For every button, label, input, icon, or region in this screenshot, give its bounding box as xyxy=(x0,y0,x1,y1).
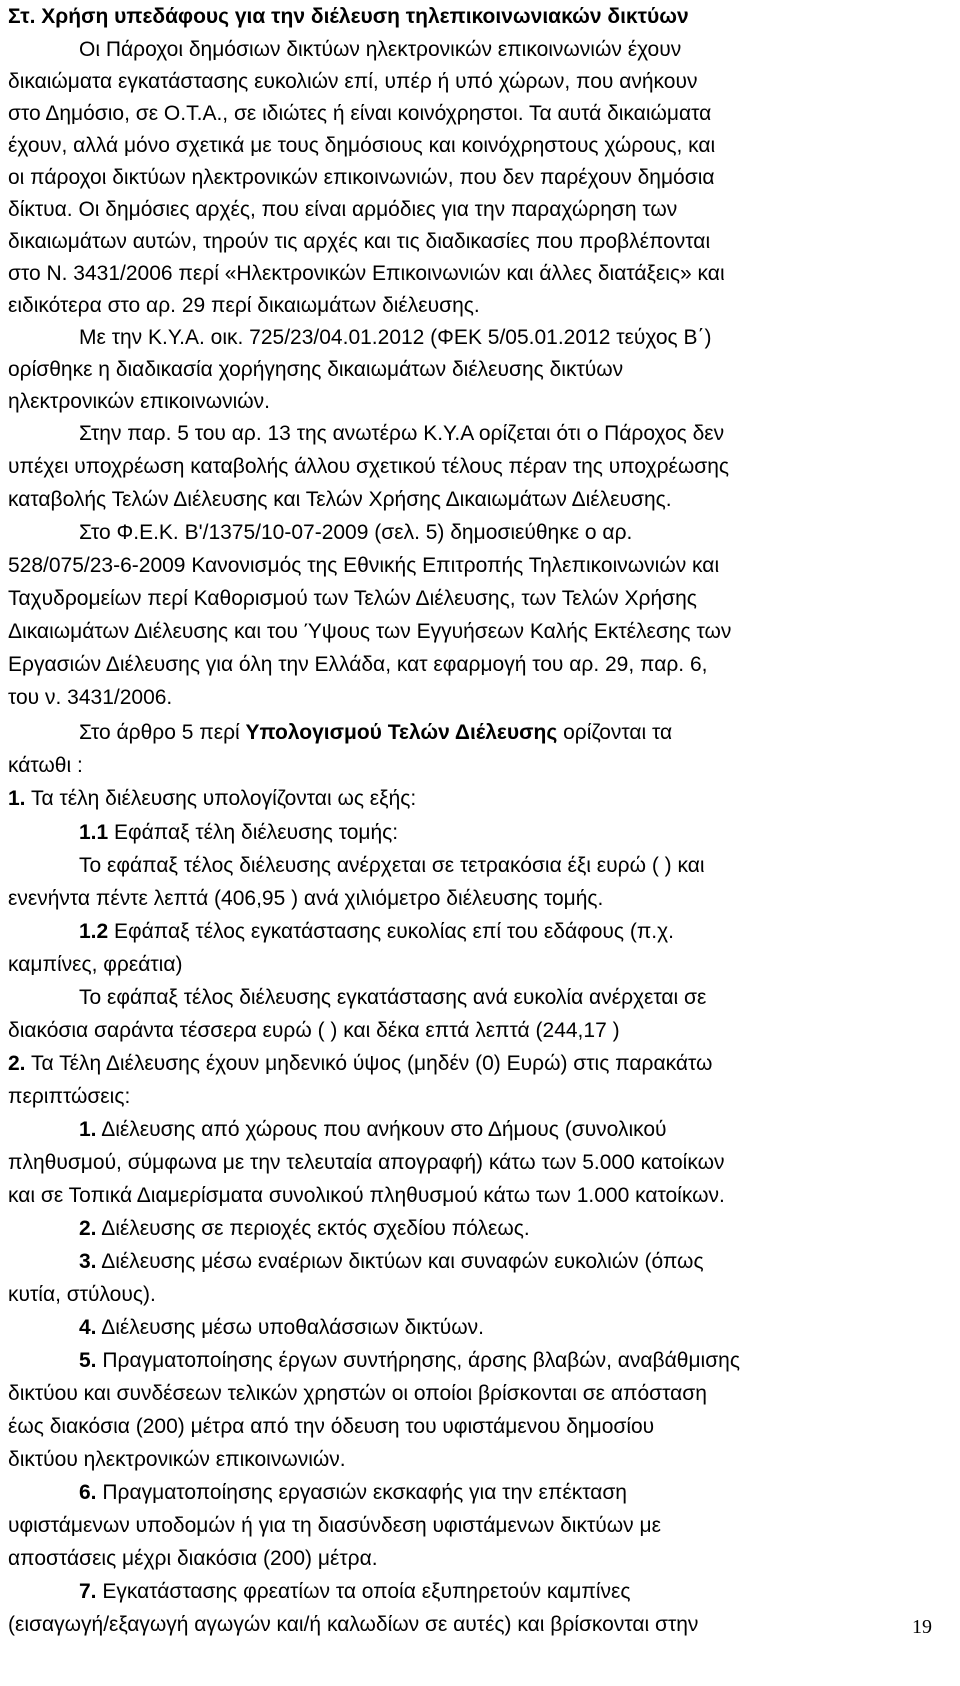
paragraph-line: έχουν, αλλά μόνο σχετικά με τους δημόσιους και κοινόχρηστους χώρους, και xyxy=(8,134,716,157)
paragraph-line: δικτύου ηλεκτρονικών επικοινωνιών. xyxy=(8,1448,346,1471)
list-item: 6. Πραγματοποίησης εργασιών εκσκαφής για την επέκταση xyxy=(79,1481,627,1504)
paragraph-line: υφιστάμενων υποδομών ή για τη διασύνδεση υφιστάμενων δικτύων με xyxy=(8,1514,661,1537)
paragraph-line: (εισαγωγή/εξαγωγή αγωγών και/ή καλωδίων σε αυτές) και βρίσκονται στην xyxy=(8,1613,699,1636)
paragraph-line: Στο Φ.Ε.Κ. Β'/1375/10-07-2009 (σελ. 5) δημοσιεύθηκε ο αρ. xyxy=(79,521,633,544)
list-item: 4. Διέλευσης μέσω υποθαλάσσιων δικτύων. xyxy=(79,1316,485,1339)
item-number: 4. xyxy=(79,1316,97,1339)
paragraph-line: υπέχει υποχρέωση καταβολής άλλου σχετικού τέλους πέραν της υποχρέωσης xyxy=(8,455,730,478)
paragraph-line: Το εφάπαξ τέλος διέλευσης εγκατάστασης ανά ευκολία ανέρχεται σε xyxy=(79,986,707,1009)
list-item: 2. Τα Τέλη Διέλευσης έχουν μηδενικό ύψος (μηδέν (0) Ευρώ) στις παρακάτω xyxy=(8,1052,713,1075)
section-heading: Στ. Χρήση υπεδάφους για την διέλευση τηλεπικοινωνιακών δικτύων xyxy=(8,5,689,28)
paragraph-line: στο Δημόσιο, σε Ο.Τ.Α., σε ιδιώτες ή είναι κοινόχρηστοι. Τα αυτά δικαιώματα xyxy=(8,102,712,125)
list-item: 2. Διέλευσης σε περιοχές εκτός σχεδίου πόλεως. xyxy=(79,1217,530,1240)
paragraph-line: ειδικότερα στο αρ. 29 περί δικαιωμάτων διέλευσης. xyxy=(8,294,480,317)
paragraph-line: Ταχυδρομείων περί Καθορισμού των Τελών Διέλευσης, των Τελών Χρήσης xyxy=(8,587,697,610)
item-number: 3. xyxy=(79,1250,97,1273)
paragraph-line: ορίσθηκε η διαδικασία χορήγησης δικαιωμάτων διέλευσης δικτύων xyxy=(8,358,624,381)
paragraph-line: δικαιωμάτων αυτών, τηρούν τις αρχές και τις διαδικασίες που προβλέπονται xyxy=(8,230,711,253)
page-number: 19 xyxy=(912,1616,932,1638)
paragraph-line: 528/075/23-6-2009 Κανονισμός της Εθνικής Επιτροπής Τηλεπικοινωνιών και xyxy=(8,554,720,577)
item-number: 1.2 xyxy=(79,920,109,943)
paragraph-line: στο Ν. 3431/2006 περί «Ηλεκτρονικών Επικοινωνιών και άλλες διατάξεις» και xyxy=(8,262,725,285)
paragraph-line: του ν. 3431/2006. xyxy=(8,686,173,709)
item-number: 2. xyxy=(8,1052,26,1075)
paragraph-line: ηλεκτρονικών επικοινωνιών. xyxy=(8,390,270,413)
paragraph-line: Το εφάπαξ τέλος διέλευσης ανέρχεται σε τετρακόσια έξι ευρώ ( ) και xyxy=(79,854,705,877)
item-number: 1. xyxy=(79,1118,97,1141)
paragraph-line: Στην παρ. 5 του αρ. 13 της ανωτέρω Κ.Υ.Α ορίζεται ότι ο Πάροχος δεν xyxy=(79,422,725,445)
paragraph-line: Με την Κ.Υ.Α. οικ. 725/23/04.01.2012 (ΦΕΚ 5/05.01.2012 τεύχος Β΄) xyxy=(79,326,712,349)
paragraph-line: έως διακόσια (200) μέτρα από την όδευση του υφιστάμενου δημοσίου xyxy=(8,1415,655,1438)
paragraph-line: δικτύου και συνδέσεων τελικών χρηστών οι οποίοι βρίσκονται σε απόσταση xyxy=(8,1382,707,1405)
paragraph-line: Εργασιών Διέλευσης για όλη την Ελλάδα, κατ εφαρμογή του αρ. 29, παρ. 6, xyxy=(8,653,708,676)
list-item: 1. Διέλευσης από χώρους που ανήκουν στο Δήμους (συνολικού xyxy=(79,1118,667,1141)
list-item: 1. Τα τέλη διέλευσης υπολογίζονται ως εξής: xyxy=(8,787,417,810)
paragraph-line: αποστάσεις μέχρι διακόσια (200) μέτρα. xyxy=(8,1547,378,1570)
paragraph-line: κάτωθι : xyxy=(8,754,83,777)
paragraph-line: περιπτώσεις: xyxy=(8,1085,131,1108)
list-item: 1.2 Εφάπαξ τέλος εγκατάστασης ευκολίας επί του εδάφους (π.χ. xyxy=(79,920,675,943)
paragraph-line: καμπίνες, φρεάτια) xyxy=(8,953,183,976)
list-item: 7. Εγκατάστασης φρεατίων τα οποία εξυπηρετούν καμπίνες xyxy=(79,1580,631,1603)
item-number: 7. xyxy=(79,1580,97,1603)
paragraph-line: κυτία, στύλους). xyxy=(8,1283,156,1306)
paragraph-line: Δικαιωμάτων Διέλευσης και του Ύψους των Εγγυήσεων Καλής Εκτέλεσης των xyxy=(8,620,732,643)
item-number: 6. xyxy=(79,1481,97,1504)
paragraph-line: και σε Τοπικά Διαμερίσματα συνολικού πληθυσμού κάτω των 1.000 κατοίκων. xyxy=(8,1184,725,1207)
bold-term: Υπολογισμού Τελών Διέλευσης xyxy=(245,721,558,744)
paragraph-line: πληθυσμού, σύμφωνα με την τελευταία απογραφή) κάτω των 5.000 κατοίκων xyxy=(8,1151,725,1174)
list-item: 5. Πραγματοποίησης έργων συντήρησης, άρσης βλαβών, αναβάθμισης xyxy=(79,1349,740,1372)
paragraph-line: διακόσια σαράντα τέσσερα ευρώ ( ) και δέκα επτά λεπτά (244,17 ) xyxy=(8,1019,620,1042)
paragraph-line: Στο άρθρο 5 περί Υπολογισμού Τελών Διέλευσης ορίζονται τα xyxy=(79,721,673,744)
item-number: 1.1 xyxy=(79,821,109,844)
list-item: 1.1 Εφάπαξ τέλη διέλευσης τομής: xyxy=(79,821,399,844)
paragraph-line: δικαιώματα εγκατάστασης ευκολιών επί, υπέρ ή υπό χώρων, που ανήκουν xyxy=(8,70,698,93)
paragraph-line: καταβολής Τελών Διέλευσης και Τελών Χρήσης Δικαιωμάτων Διέλευσης. xyxy=(8,488,672,511)
item-number: 1. xyxy=(8,787,26,810)
paragraph-line: δίκτυα. Οι δημόσιες αρχές, που είναι αρμόδιες για την παραχώρηση των xyxy=(8,198,678,221)
paragraph-line: ενενήντα πέντε λεπτά (406,95 ) ανά χιλιόμετρο διέλευσης τομής. xyxy=(8,887,604,910)
item-number: 2. xyxy=(79,1217,97,1240)
item-number: 5. xyxy=(79,1349,97,1372)
list-item: 3. Διέλευσης μέσω εναέριων δικτύων και συναφών ευκολιών (όπως xyxy=(79,1250,704,1273)
paragraph-line: Οι Πάροχοι δημόσιων δικτύων ηλεκτρονικών επικοινωνιών έχουν xyxy=(79,38,682,61)
paragraph-line: οι πάροχοι δικτύων ηλεκτρονικών επικοινωνιών, που δεν παρέχουν δημόσια xyxy=(8,166,715,189)
